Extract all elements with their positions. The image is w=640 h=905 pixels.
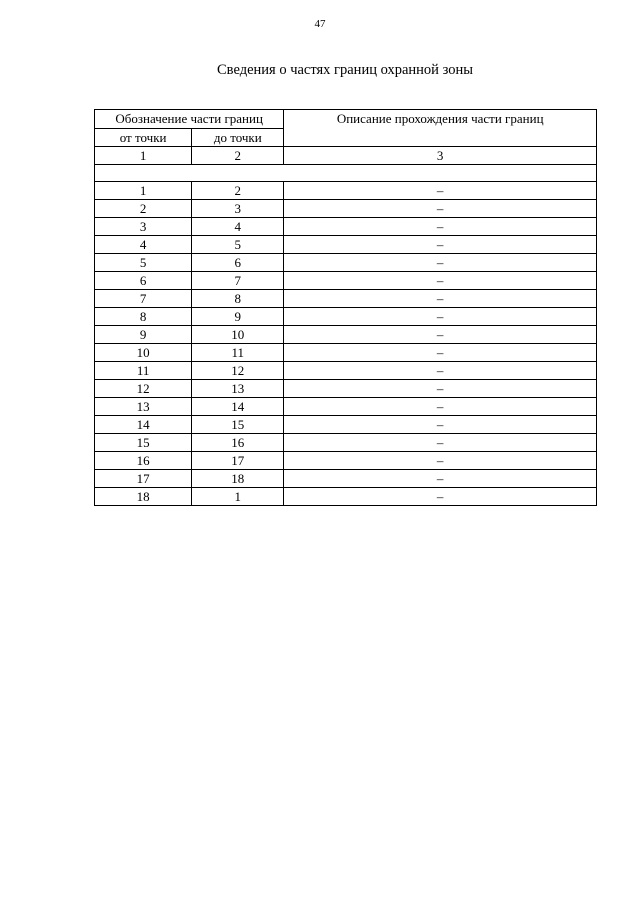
- cell-description: –: [284, 272, 597, 290]
- cell-description: –: [284, 308, 597, 326]
- table-row: [95, 452, 597, 470]
- cell-to-point: 12: [192, 362, 284, 380]
- cell-description: –: [284, 290, 597, 308]
- cell-description: –: [284, 398, 597, 416]
- table-row: [95, 290, 597, 308]
- cell-to-point: 17: [192, 452, 284, 470]
- cell-description: –: [284, 326, 597, 344]
- cell-description: –: [284, 416, 597, 434]
- table-row: [95, 236, 597, 254]
- cell-description: –: [284, 182, 597, 200]
- cell-to-point: 8: [192, 290, 284, 308]
- cell-to-point: 7: [192, 272, 284, 290]
- column-number-2: 2: [192, 147, 284, 165]
- table-row: [95, 434, 597, 452]
- cell-to-point: 6: [192, 254, 284, 272]
- column-number-1: 1: [95, 147, 192, 165]
- cell-from-point: 14: [95, 416, 192, 434]
- table-row: [95, 182, 597, 200]
- table-row: [95, 200, 597, 218]
- table-row: [95, 308, 597, 326]
- cell-from-point: 16: [95, 452, 192, 470]
- cell-to-point: 15: [192, 416, 284, 434]
- cell-to-point: 2: [192, 182, 284, 200]
- header-from-point: от точки: [95, 129, 192, 147]
- cell-description: –: [284, 200, 597, 218]
- cell-from-point: 5: [95, 254, 192, 272]
- cell-description: –: [284, 488, 597, 506]
- column-number-row: [95, 147, 597, 165]
- cell-from-point: 18: [95, 488, 192, 506]
- header-boundary-part-designation: Обозначение части границ: [95, 110, 284, 129]
- table-row: [95, 488, 597, 506]
- table-row: [95, 398, 597, 416]
- cell-to-point: 18: [192, 470, 284, 488]
- cell-from-point: 3: [95, 218, 192, 236]
- column-number-3: 3: [284, 147, 597, 165]
- table-row: [95, 254, 597, 272]
- cell-from-point: 15: [95, 434, 192, 452]
- cell-from-point: 13: [95, 398, 192, 416]
- cell-from-point: 10: [95, 344, 192, 362]
- table-row: [95, 362, 597, 380]
- cell-from-point: 11: [95, 362, 192, 380]
- cell-from-point: 7: [95, 290, 192, 308]
- document-title: Сведения о частях границ охранной зоны: [217, 62, 473, 78]
- cell-to-point: 4: [192, 218, 284, 236]
- table-row: [95, 416, 597, 434]
- cell-from-point: 17: [95, 470, 192, 488]
- cell-from-point: 4: [95, 236, 192, 254]
- boundary-parts-table: [94, 109, 597, 506]
- cell-to-point: 13: [192, 380, 284, 398]
- cell-description: –: [284, 434, 597, 452]
- cell-description: –: [284, 362, 597, 380]
- blank-row: [95, 165, 597, 182]
- cell-to-point: 9: [192, 308, 284, 326]
- cell-from-point: 9: [95, 326, 192, 344]
- cell-description: –: [284, 236, 597, 254]
- cell-description: –: [284, 218, 597, 236]
- cell-to-point: 1: [192, 488, 284, 506]
- cell-to-point: 16: [192, 434, 284, 452]
- cell-from-point: 1: [95, 182, 192, 200]
- table-row: [95, 470, 597, 488]
- cell-description: –: [284, 254, 597, 272]
- cell-from-point: 12: [95, 380, 192, 398]
- cell-from-point: 8: [95, 308, 192, 326]
- header-to-point: до точки: [192, 129, 284, 147]
- header-boundary-description: Описание прохождения части границ: [284, 110, 597, 147]
- cell-to-point: 11: [192, 344, 284, 362]
- cell-from-point: 2: [95, 200, 192, 218]
- cell-description: –: [284, 452, 597, 470]
- table-header-row: [95, 110, 597, 129]
- table-row: [95, 344, 597, 362]
- page-number: 47: [314, 18, 326, 30]
- table-row: [95, 272, 597, 290]
- cell-description: –: [284, 380, 597, 398]
- cell-description: –: [284, 344, 597, 362]
- cell-to-point: 3: [192, 200, 284, 218]
- table-row: [95, 380, 597, 398]
- cell-to-point: 5: [192, 236, 284, 254]
- cell-from-point: 6: [95, 272, 192, 290]
- cell-to-point: 10: [192, 326, 284, 344]
- cell-description: –: [284, 470, 597, 488]
- table-row: [95, 218, 597, 236]
- table-row: [95, 326, 597, 344]
- blank-cell: [95, 165, 597, 182]
- cell-to-point: 14: [192, 398, 284, 416]
